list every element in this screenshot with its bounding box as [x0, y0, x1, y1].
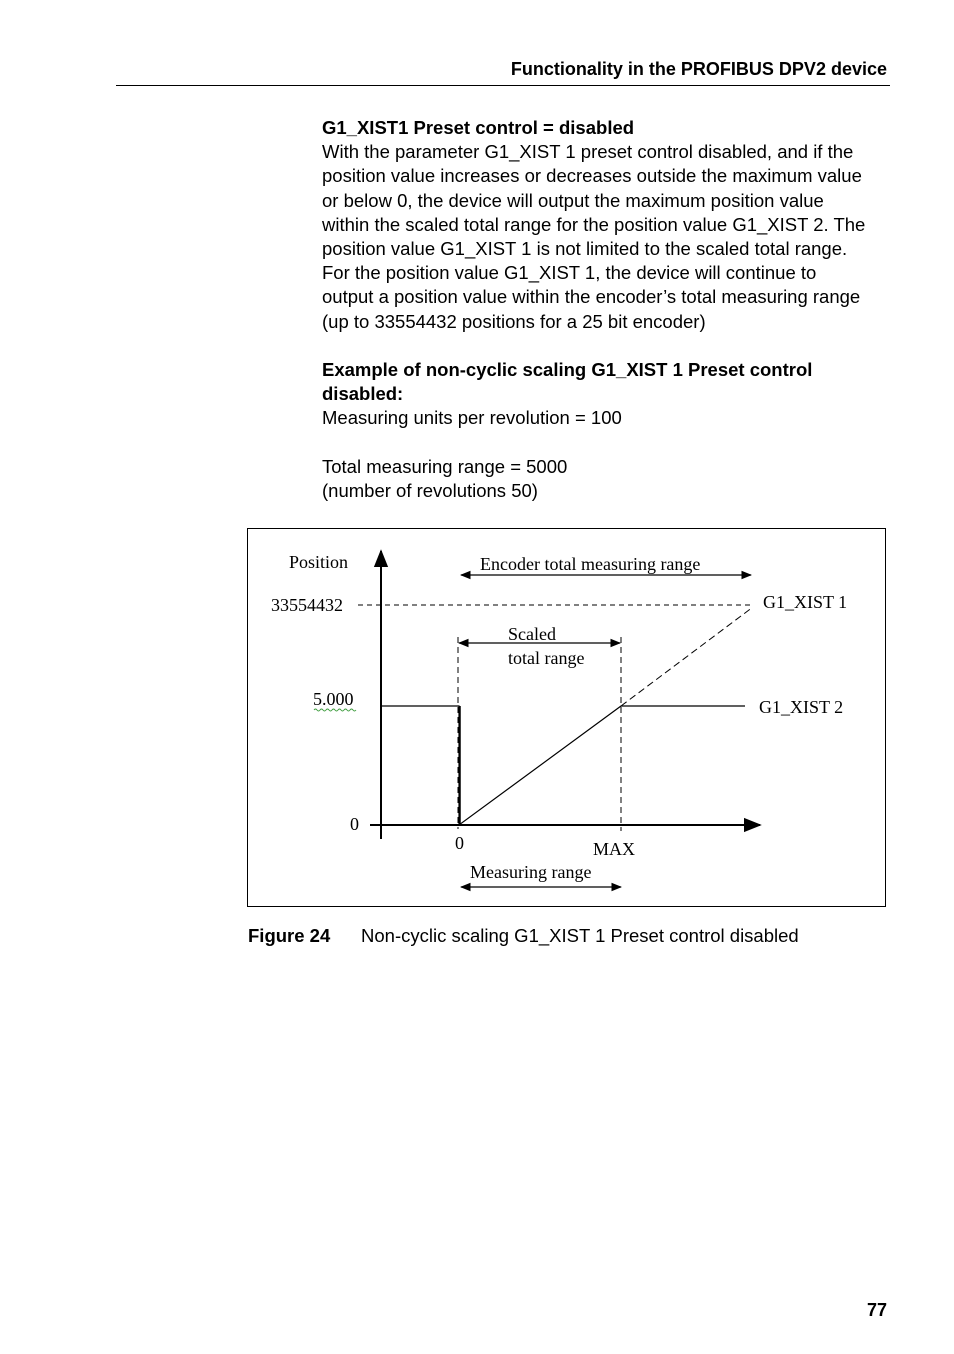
paragraph-line: position value G1_XIST 1 is not limited to the scaled total range.	[322, 238, 848, 260]
running-header: Functionality in the PROFIBUS DPV2 device	[510, 59, 887, 79]
paragraph-line: For the position value G1_XIST 1, the device will continue to	[322, 262, 817, 284]
example-heading: Example of non-cyclic scaling G1_XIST 1 Preset control	[322, 359, 813, 380]
section-example	[322, 358, 892, 503]
header-rule	[116, 85, 890, 86]
g1-xist2-label: G1_XIST 2	[759, 697, 844, 717]
scaled-label: Scaled	[508, 624, 556, 644]
measuring-range-label: Measuring range	[470, 862, 592, 882]
g1-xist1-label: G1_XIST 1	[763, 592, 848, 612]
paragraph-line: position value increases or decreases outside the maximum value	[322, 165, 862, 187]
section-heading: G1_XIST1 Preset control = disabled	[322, 117, 635, 138]
scaled-label-cont: total range	[508, 648, 585, 668]
g1-xist1-curve	[621, 607, 753, 706]
paragraph-line: (up to 33554432 positions for a 25 bit encoder)	[322, 310, 706, 332]
tick-label-5000: 5.000	[313, 689, 354, 709]
figure-caption-text: Non-cyclic scaling G1_XIST 1 Preset control disabled	[361, 925, 799, 946]
paragraph-line: within the scaled total range for the position value G1_XIST 2. The	[322, 213, 866, 235]
figure-diagram	[247, 528, 886, 907]
tick-label-zero-x: 0	[455, 833, 464, 853]
figure-caption	[248, 925, 799, 947]
paragraph-line: or below 0, the device will output the maximum position value	[322, 189, 824, 211]
figure-number: Figure 24	[248, 925, 331, 946]
y-axis-label: Position	[289, 552, 349, 572]
page-number: 77	[866, 1300, 887, 1320]
total-measuring-range: Total measuring range = 5000	[322, 455, 568, 477]
units-per-revolution: Measuring units per revolution = 100	[322, 407, 622, 429]
tick-label-max-x: MAX	[593, 839, 636, 859]
scaling-diagram	[248, 529, 885, 906]
number-of-revolutions: (number of revolutions 50)	[322, 479, 538, 501]
g1-xist2-curve	[382, 706, 745, 825]
spellcheck-underline	[314, 709, 356, 711]
paragraph-line: output a position value within the encoder’s total measuring range	[322, 286, 861, 308]
example-heading-cont: disabled:	[322, 383, 404, 405]
section-preset-disabled	[322, 116, 892, 334]
tick-label-zero-y: 0	[350, 814, 359, 834]
paragraph-line: With the parameter G1_XIST 1 preset control disabled, and if the	[322, 141, 854, 163]
encoder-range-label: Encoder total measuring range	[480, 554, 701, 574]
tick-label-max: 33554432	[271, 595, 343, 615]
